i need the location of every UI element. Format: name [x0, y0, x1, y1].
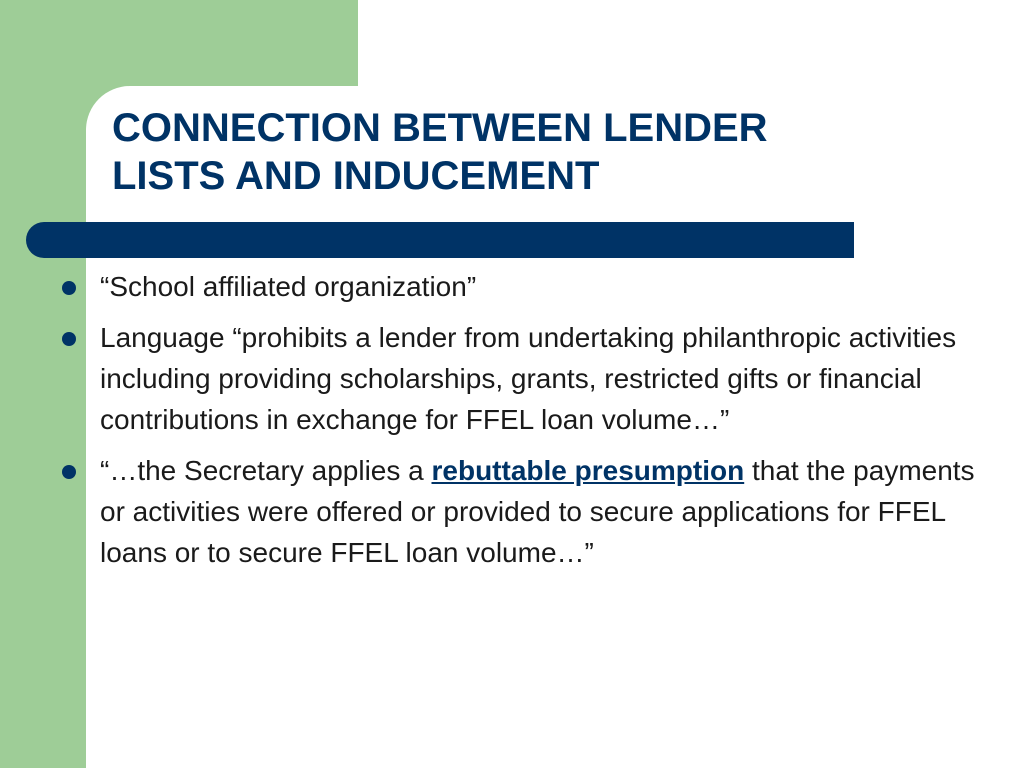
bullet-text: Language “prohibits a lender from undertaking philanthropic activities including providing scholarships, grants, restricted gifts or financial contributions in exchange for FFEL loan volume…” — [100, 322, 957, 435]
bullet-text-after: that the payments or activities were offered or provided to secure applications for FFEL loans or to secure FFEL loan volume…” — [100, 455, 975, 568]
bullet-item-language — [62, 317, 982, 440]
bullet-text: “School affiliated organization” — [100, 271, 477, 302]
bullet-dot-icon — [62, 332, 76, 346]
bullet-list — [62, 266, 982, 583]
slide-title-line-1: CONNECTION BETWEEN LENDER — [112, 106, 768, 150]
bullet-dot-icon — [62, 281, 76, 295]
title-divider-bar — [26, 222, 854, 258]
slide-title-line-2: LISTS AND INDUCEMENT — [112, 154, 600, 198]
bullet-item-school-affiliated — [62, 266, 982, 307]
bullet-text-before: “…the Secretary applies a — [100, 455, 432, 486]
bullet-item-secretary — [62, 450, 982, 573]
bullet-dot-icon — [62, 465, 76, 479]
slide-title — [112, 104, 992, 200]
rebuttable-presumption-emphasis: rebuttable presumption — [431, 455, 745, 486]
